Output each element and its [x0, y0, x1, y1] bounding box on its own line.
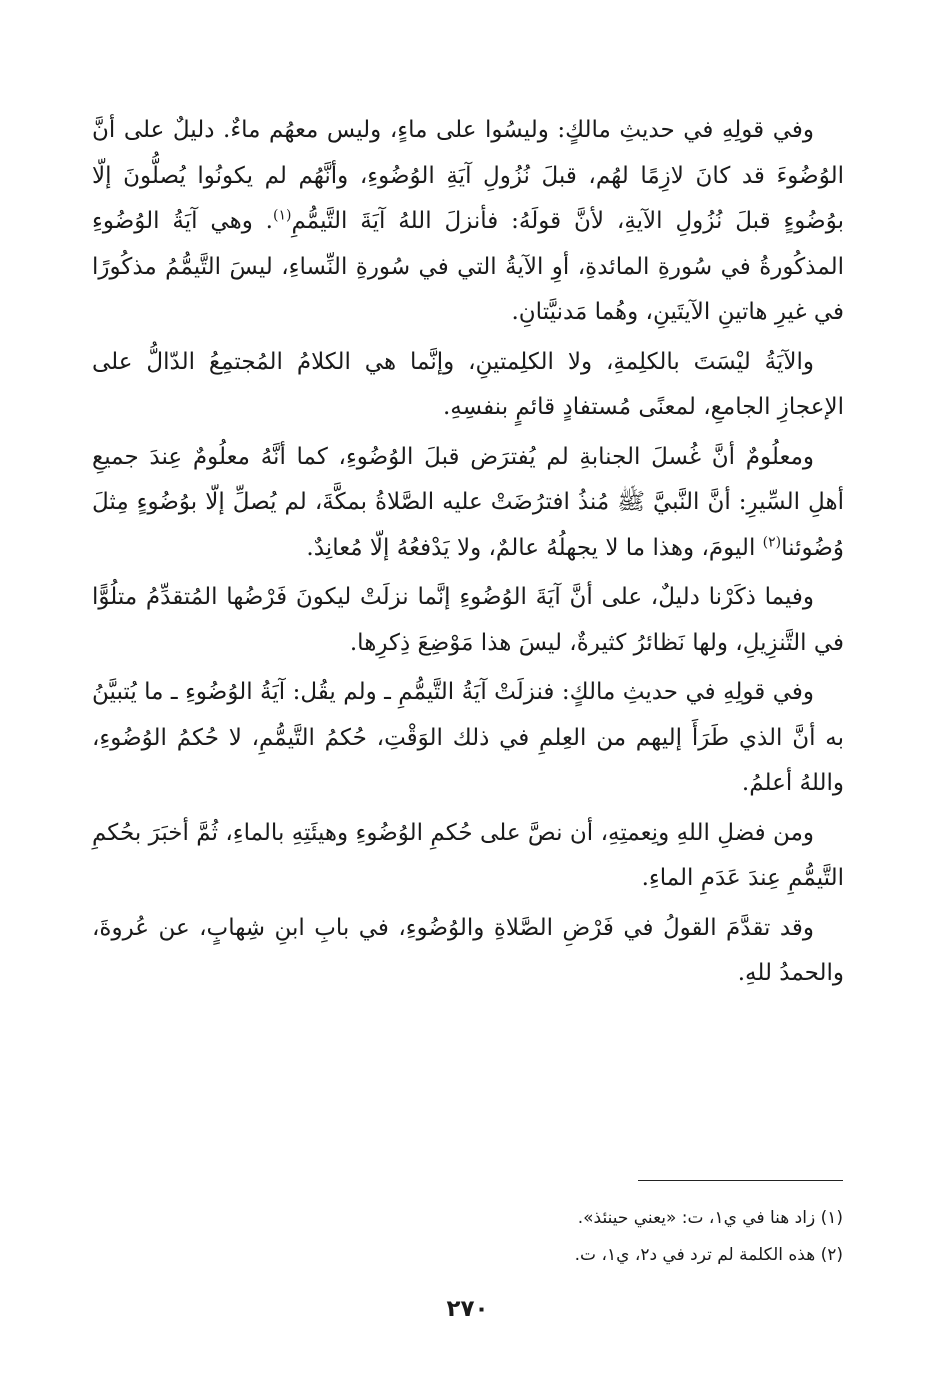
- document-page: [92, 108, 844, 1001]
- paragraph-text: وفيما ذكَرْنا دليلٌ، على أنَّ آيَةَ الوُضُوءِ إنَّما نزلَتْ ليكونَ فَرْضُها المُتقدِّمُ متلُوًّا في التَّنزِيلِ، ولها نَظائرُ كثيرةٌ، ليسَ هذا مَوْضِعَ ذِكرِها.: [92, 584, 844, 656]
- paragraph-7: [92, 906, 844, 997]
- paragraph-text: ومن فضلِ اللهِ ونِعمتِهِ، أن نصَّ على حُكمِ الوُضُوءِ وهيئَتِهِ بالماءِ، ثُمَّ أخبَرَ بحُكمِ التَّيمُّمِ عِندَ عَدَمِ الماءِ.: [92, 819, 844, 891]
- paragraph-text: . وهي آيَةُ الوُضُوءِ المذكُورةُ في سُورةِ المائدةِ، أوِ الآيةُ التي في سُورةِ النِّساءِ، ليسَ التَّيمُّمُ مذكُورًا في غيرِ هاتينِ الآيتَينِ، وهُما مَدنيَّتانِ.: [92, 208, 844, 325]
- paragraph-4: [92, 575, 844, 666]
- footnote-2: (٢) هذه الكلمة لم ترد في د٢، ي١، ت.: [574, 1245, 843, 1265]
- footnotes: [91, 1200, 843, 1274]
- paragraph-text: اليومَ، وهذا ما لا يجهلُهُ عالمٌ، ولا يَدْفعُهُ إلّا مُعانِدٌ.: [306, 534, 763, 561]
- paragraph-text: والآيَةُ ليْسَتَ بالكلِمةِ، ولا الكلِمتينِ، وإنَّما هي الكلامُ المُجتمِعُ الدّالُّ على الإعجازِ الجامعِ، لمعنًى مُستفادٍ قائمٍ بنفسِهِ.: [92, 348, 844, 420]
- paragraph-text: ومعلُومٌ أنَّ غُسلَ الجنابةِ لم يُفترَض قبلَ الوُضُوءِ، كما أنَّهُ معلُومٌ عِندَ جميعِ أهلِ السِّيرِ: أنَّ النَّبيَّ ﷺ مُنذُ افترُضَتْ عليه الصَّلاةُ بمكَّةَ، لم يُصلِّ إلّا بوُضُوءٍ مِثلَ وُضُوئنا: [92, 443, 844, 561]
- paragraph-5: [92, 670, 844, 807]
- paragraph-text: وفي قولِهِ في حديثِ مالكٍ: فنزلَتْ آيَةُ التَّيمُّمِ ـ ولم يقُل: آيَةُ الوُضُوءِ ـ ما يُتبيَّنُ به أنَّ الذي طَرَأَ إليهم من العِلمِ في ذلك الوَقْتِ، حُكمُ التَّيمُّمِ، لا حُكمُ الوُضُوءِ، واللهُ أعلمُ.: [92, 679, 844, 796]
- page-number: ٢٧٠: [446, 1296, 489, 1322]
- footnote-ref-1: (١): [273, 207, 292, 224]
- paragraph-text: وقد تقدَّمَ القولُ في فَرْضِ الصَّلاةِ والوُضُوءِ، في بابِ ابنِ شِهابٍ، عن عُروةَ، والحمدُ للهِ.: [92, 914, 844, 986]
- paragraph-text: وفي قولِهِ في حديثِ مالكٍ: وليسُوا على ماءٍ، وليس معهُم ماءٌ. دليلٌ على أنَّ الوُضُوءَ قد كانَ لازِمًا لهُم، قبلَ نُزُولِ آيَةِ الوُضُوءِ، وأنَّهُم لم يكونُوا يُصلُّونَ إلّا بوُضُوءٍ قبلَ نُزُولِ الآيةِ، لأنَّ قولَهُ: فأنزلَ اللهُ آيَةَ التَّيمُّمِ: [92, 117, 844, 234]
- main-text: [92, 108, 844, 997]
- paragraph-6: [92, 811, 844, 902]
- paragraph-3: [92, 435, 844, 572]
- footnote-ref-2: (٢): [762, 533, 782, 550]
- paragraph-2: [92, 340, 844, 431]
- footnote-1: (١) زاد هنا في ي١، ت: «يعني حينئذ».: [577, 1208, 843, 1228]
- footnote-divider: [638, 1180, 843, 1181]
- paragraph-1: [92, 108, 844, 336]
